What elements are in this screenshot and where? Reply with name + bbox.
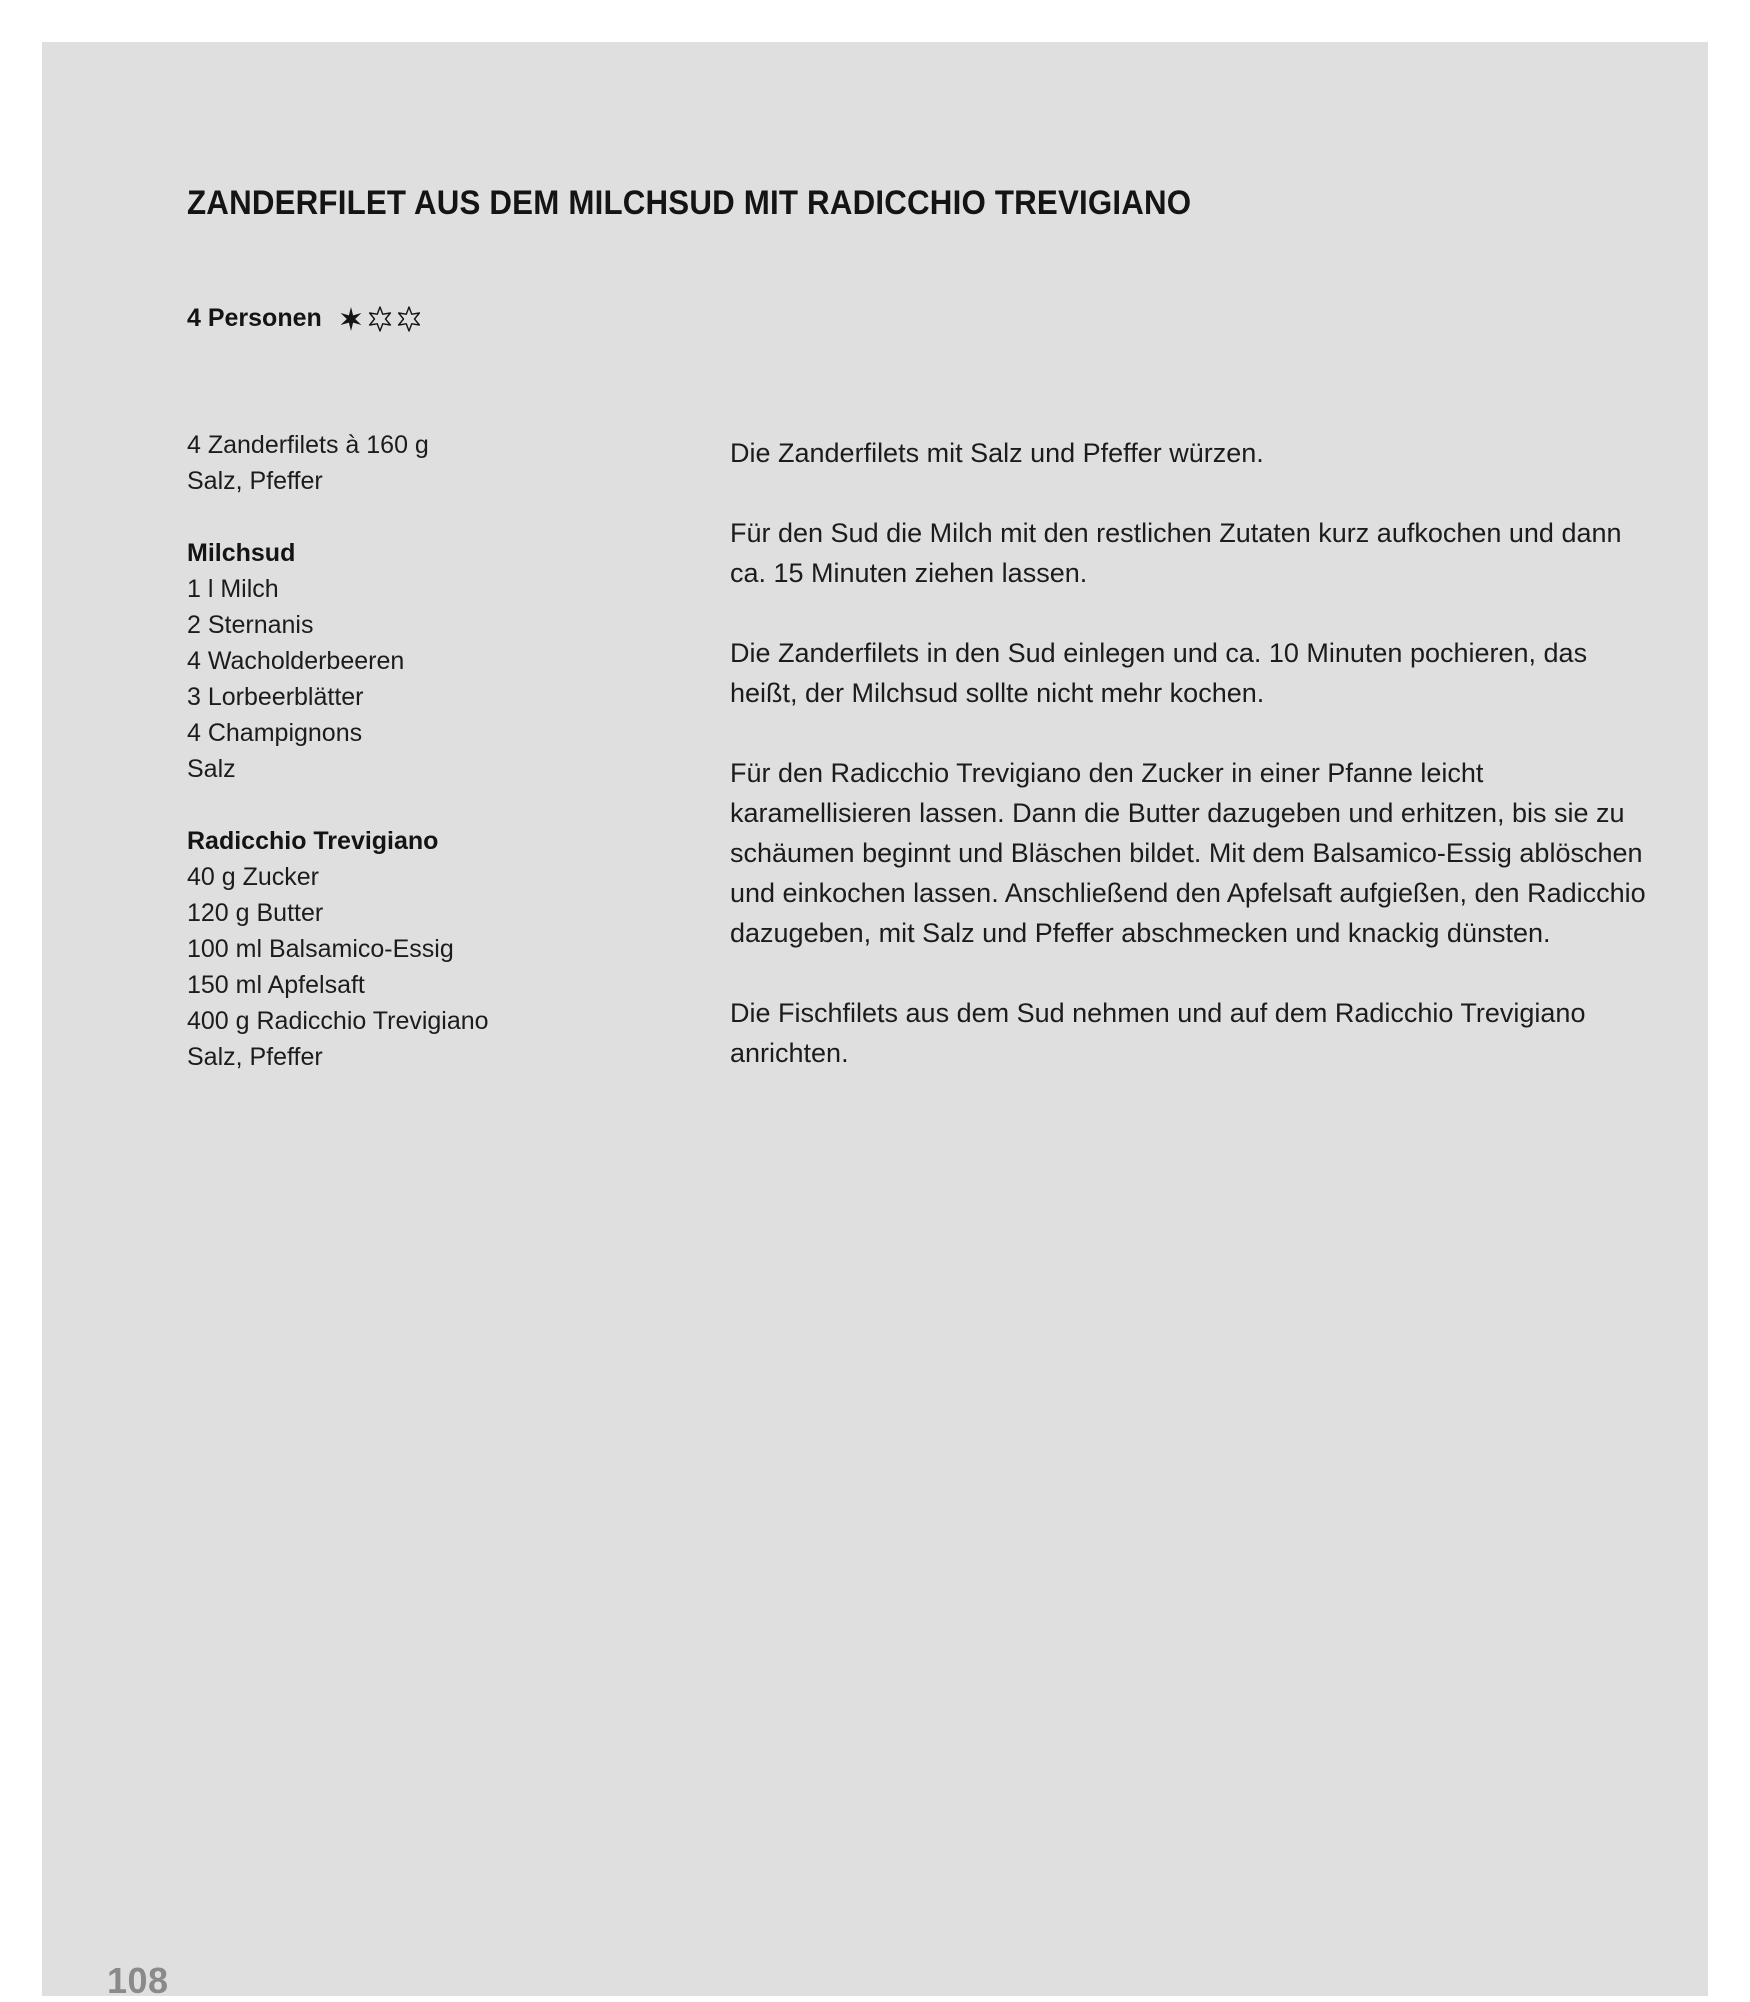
ingredient-item: 120 g Butter — [187, 899, 324, 927]
ingredient-item: Salz, Pfeffer — [187, 1043, 323, 1071]
instruction-step: Die Fischfilets aus dem Sud nehmen und auf dem Radicchio Trevigiano anrichten. — [730, 998, 1586, 1068]
ingredient-item: 4 Zanderfilets à 160 g — [187, 431, 429, 459]
ingredient-item: 1 l Milch — [187, 575, 279, 603]
page-number: 108 — [107, 1960, 169, 2001]
ingredient-item: 3 Lorbeerblätter — [187, 683, 364, 711]
recipe-title: ZANDERFILET AUS DEM MILCHSUD MIT RADICCHIO TREVIGIANO — [187, 184, 1192, 222]
instruction-step: Die Zanderfilets mit Salz und Pfeffer würzen. — [730, 438, 1264, 468]
instruction-step: Für den Sud die Milch mit den restlichen Zutaten kurz aufkochen und dann ca. 15 Minuten ziehen lassen. — [730, 518, 1622, 588]
ingredients-list — [187, 427, 687, 1111]
empty-star-icon — [367, 306, 393, 332]
instruction-step: Die Zanderfilets in den Sud einlegen und ca. 10 Minuten pochieren, das heißt, der Milchsud sollte nicht mehr kochen. — [730, 638, 1588, 708]
ingredient-group-heading: Radicchio Trevigiano — [187, 827, 439, 855]
ingredient-group-heading: Milchsud — [187, 539, 296, 567]
ingredient-group — [187, 823, 687, 1075]
filled-star-icon — [338, 306, 364, 332]
ingredient-item: 4 Champignons — [187, 719, 363, 747]
instructions — [730, 433, 1660, 1113]
difficulty-rating — [338, 306, 422, 332]
servings-row — [187, 304, 422, 333]
ingredient-item: Salz — [187, 755, 236, 783]
ingredient-group — [187, 535, 687, 787]
ingredient-group — [187, 427, 687, 499]
ingredient-item: 4 Wacholderbeeren — [187, 647, 405, 675]
recipe-page — [42, 42, 1708, 2001]
ingredient-item: 400 g Radicchio Trevigiano — [187, 1007, 489, 1035]
ingredient-item: 40 g Zucker — [187, 863, 320, 891]
servings-label: 4 Personen — [187, 304, 322, 332]
ingredient-item: 2 Sternanis — [187, 611, 314, 639]
ingredient-item: Salz, Pfeffer — [187, 467, 323, 495]
ingredient-item: 150 ml Apfelsaft — [187, 971, 365, 999]
empty-star-icon — [396, 306, 422, 332]
ingredient-item: 100 ml Balsamico-Essig — [187, 935, 454, 963]
instruction-step: Für den Radicchio Trevigiano den Zucker in einer Pfanne leicht karamellisieren lassen. Dann die Butter dazugeben und erhitzen, bis sie zu schäumen beginnt und Bläschen bildet. Mit dem Balsamico-Essig ablöschen und einkochen lassen. Anschließend den Apfelsaft aufgießen, den Radicchio dazugeben, mit Salz und Pfeffer abschmecken und knackig dünsten. — [730, 758, 1646, 948]
